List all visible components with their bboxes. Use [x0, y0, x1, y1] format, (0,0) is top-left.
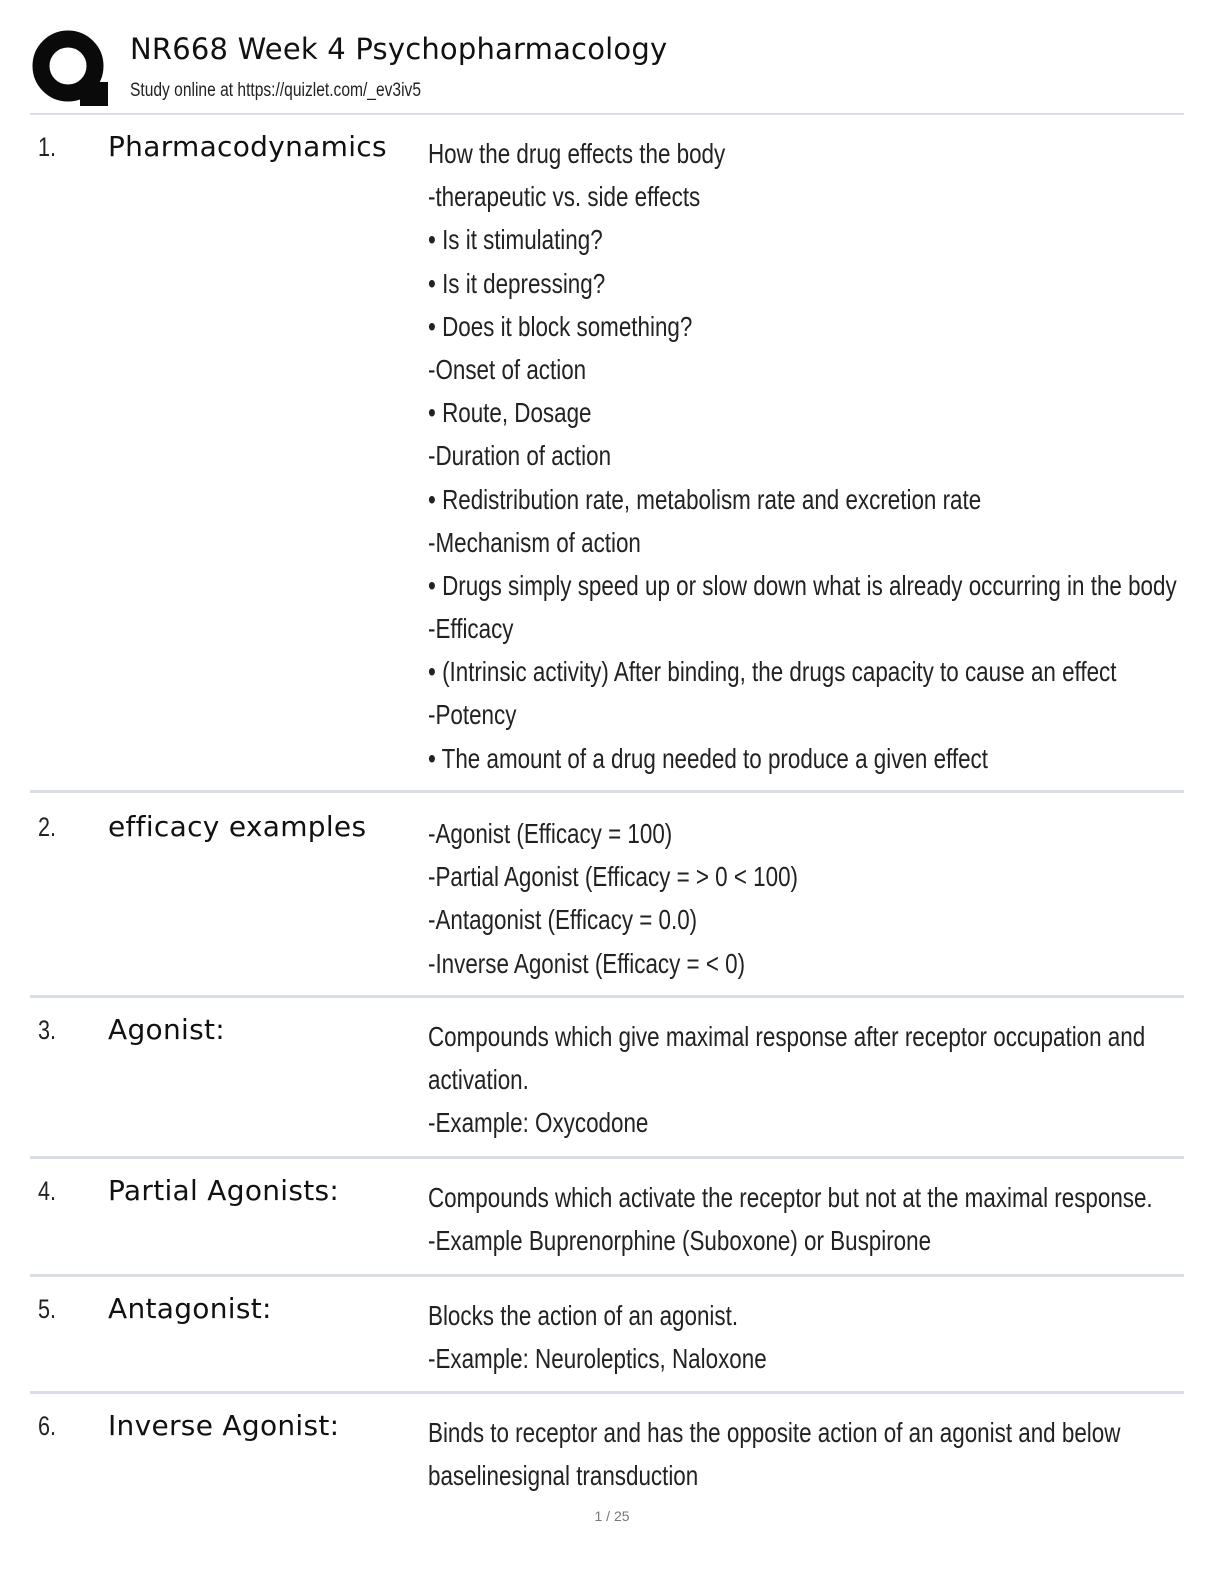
card-term: Agonist: — [108, 1013, 225, 1046]
card-definition — [428, 1411, 1224, 1497]
card-term: Pharmacodynamics — [108, 130, 387, 163]
definition-line: -Example: Oxycodone — [428, 1107, 649, 1139]
card-term: Inverse Agonist: — [108, 1409, 340, 1442]
definition-line: -Agonist (Efficacy = 100) — [428, 818, 673, 849]
definition-line: -Mechanism of action — [428, 526, 641, 558]
definition-line: • Route, Dosage — [428, 397, 592, 429]
card-definition — [428, 1294, 1224, 1380]
card-divider — [30, 995, 1184, 998]
card-term: efficacy examples — [108, 810, 367, 843]
definition-line: -Example Buprenorphine (Suboxone) or Buspirone — [428, 1225, 932, 1257]
definition-line: • Is it depressing? — [428, 267, 606, 299]
definition-line: • Does it block something? — [428, 310, 693, 342]
card-definition — [428, 132, 1224, 780]
page-indicator: 1 / 25 — [594, 1508, 630, 1524]
definition-line: How the drug effects the body — [428, 138, 726, 169]
definition-line: -Efficacy — [428, 613, 514, 645]
definition-line: Blocks the action of an agonist. — [428, 1300, 739, 1331]
definition-line: • (Intrinsic activity) After binding, the drugs capacity to cause an effect — [428, 656, 1117, 688]
definition-line: -therapeutic vs. side effects — [428, 181, 701, 213]
card-number: 3. — [38, 1015, 57, 1045]
card-term: Partial Agonists: — [108, 1174, 340, 1207]
card-number: 4. — [38, 1176, 57, 1206]
card-definition — [428, 1015, 1224, 1145]
study-link-text: Study online at https://quizlet.com/_ev3iv5 — [130, 80, 421, 101]
definition-line: baselinesignal transduction — [428, 1460, 699, 1492]
definition-line: -Example: Neuroleptics, Naloxone — [428, 1343, 767, 1375]
card-number: 6. — [38, 1411, 57, 1441]
definition-line: Compounds which give maximal response after receptor occupation and — [428, 1021, 1146, 1052]
quizlet-logo-icon — [32, 30, 108, 106]
card-term: Antagonist: — [108, 1292, 272, 1325]
definition-line: Compounds which activate the receptor but not at the maximal response. — [428, 1182, 1153, 1213]
card-divider — [30, 790, 1184, 793]
definition-line: -Partial Agonist (Efficacy = > 0 < 100) — [428, 861, 799, 893]
card-number: 5. — [38, 1294, 57, 1324]
header-divider — [30, 113, 1184, 115]
card-number: 2. — [38, 812, 57, 842]
definition-line: • Redistribution rate, metabolism rate and excretion rate — [428, 483, 982, 515]
definition-line: -Antagonist (Efficacy = 0.0) — [428, 904, 698, 936]
card-divider — [30, 1156, 1184, 1159]
definition-line: -Potency — [428, 699, 517, 731]
definition-line: -Duration of action — [428, 440, 612, 472]
card-definition — [428, 812, 1224, 985]
definition-line: • Is it stimulating? — [428, 224, 603, 256]
card-divider — [30, 1274, 1184, 1277]
card-divider — [30, 1391, 1184, 1394]
definition-line: -Onset of action — [428, 353, 587, 385]
card-number: 1. — [38, 132, 57, 162]
definition-line: • The amount of a drug needed to produce a given effect — [428, 742, 988, 774]
document-title: NR668 Week 4 Psychopharmacology — [130, 32, 668, 66]
definition-line: Binds to receptor and has the opposite action of an agonist and below — [428, 1417, 1121, 1448]
definition-line: activation. — [428, 1064, 529, 1096]
definition-line: • Drugs simply speed up or slow down what is already occurring in the body — [428, 569, 1177, 601]
card-definition — [428, 1176, 1224, 1262]
definition-line: -Inverse Agonist (Efficacy = < 0) — [428, 947, 746, 979]
header — [30, 28, 1184, 114]
